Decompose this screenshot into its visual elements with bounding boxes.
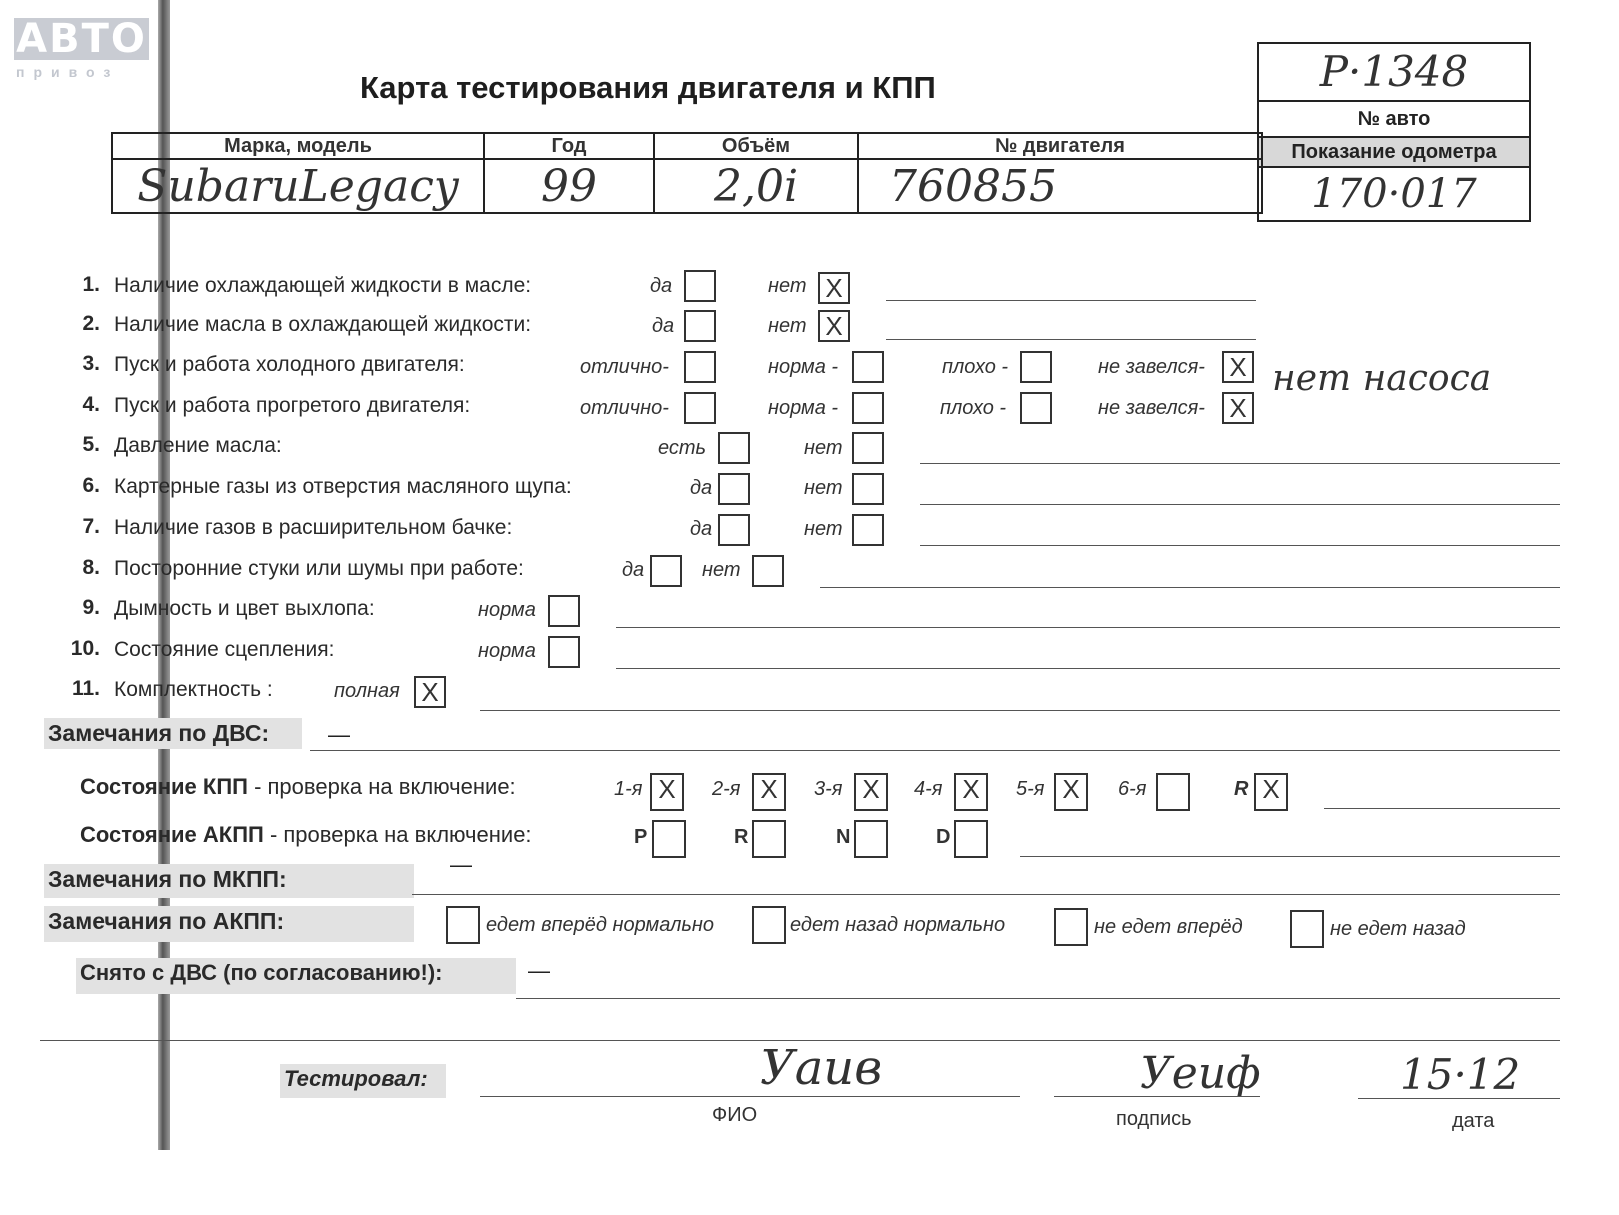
checkbox[interactable] bbox=[684, 270, 716, 302]
removed-label: Снято с ДВС (по согласованию!): bbox=[76, 958, 516, 994]
akpp-option-checkbox[interactable] bbox=[752, 906, 786, 944]
akpp-pos-label: R bbox=[734, 826, 749, 848]
odometer-label: Показание одометра bbox=[1259, 136, 1529, 166]
item-text: Наличие газов в расширительном бачке: bbox=[114, 516, 513, 539]
item-number: 11. bbox=[71, 677, 100, 700]
opt-label: нет bbox=[804, 518, 843, 540]
opt-label: да bbox=[622, 559, 645, 581]
fill-line bbox=[616, 668, 1560, 669]
akpp-label-rest: - проверка на включение: bbox=[263, 822, 532, 847]
val-volume: 2,0i bbox=[654, 159, 858, 213]
opt-label: отлично- bbox=[580, 397, 669, 419]
gear-label: R bbox=[1234, 778, 1249, 800]
checkbox[interactable] bbox=[852, 392, 884, 424]
checkbox[interactable]: X bbox=[818, 310, 850, 342]
checkbox[interactable] bbox=[1020, 351, 1052, 383]
kpp-label bbox=[80, 774, 516, 800]
fill-line bbox=[820, 587, 1560, 588]
checkbox[interactable]: X bbox=[818, 272, 850, 304]
item-number: 10. bbox=[70, 637, 100, 660]
item-number: 8. bbox=[82, 556, 100, 579]
checkbox[interactable]: X bbox=[1222, 351, 1254, 383]
opt-label: да bbox=[690, 477, 713, 499]
gear-checkbox[interactable]: X bbox=[954, 773, 988, 811]
logo-subtitle: привоз bbox=[16, 64, 120, 80]
checkbox[interactable] bbox=[548, 636, 580, 668]
akpp-option-label: не едет вперёд bbox=[1094, 916, 1243, 938]
akpp-pos-label: P bbox=[634, 826, 648, 848]
opt-label: не завелся- bbox=[1098, 397, 1205, 419]
signature-handwritten: Уеиф bbox=[1140, 1048, 1261, 1099]
gear-checkbox[interactable]: X bbox=[1254, 773, 1288, 811]
item-text: Посторонние стуки или шумы при работе: bbox=[114, 557, 524, 580]
fill-line bbox=[616, 627, 1560, 628]
akpp-option-label: не едет назад bbox=[1330, 918, 1466, 940]
remarks-dvs-label: Замечания по ДВС: bbox=[44, 718, 302, 749]
opt-label: плохо - bbox=[940, 397, 1007, 419]
dash-mark: — bbox=[328, 722, 350, 747]
fill-line bbox=[920, 504, 1560, 505]
item-text: Наличие масла в охлаждающей жидкости: bbox=[114, 313, 532, 336]
tested-label: Тестировал: bbox=[280, 1064, 446, 1098]
gear-label: 1-я bbox=[614, 778, 643, 800]
val-model: SubaruLegacy bbox=[112, 159, 484, 213]
fill-line bbox=[886, 300, 1256, 301]
fio-line bbox=[480, 1096, 1020, 1097]
item-text: Комплектность : bbox=[114, 678, 273, 701]
item-number: 9. bbox=[82, 596, 100, 619]
item-number: 6. bbox=[82, 474, 100, 497]
col-engine-no: № двигателя bbox=[858, 133, 1262, 159]
checkbox[interactable] bbox=[718, 432, 750, 464]
item-text: Пуск и работа прогретого двигателя: bbox=[114, 394, 471, 417]
gear-checkbox[interactable]: X bbox=[1054, 773, 1088, 811]
gear-label: 3-я bbox=[814, 778, 843, 800]
col-volume: Объём bbox=[654, 133, 858, 159]
akpp-pos-label: N bbox=[836, 826, 851, 848]
fill-line bbox=[920, 545, 1560, 546]
header-table bbox=[111, 132, 1263, 214]
id-box bbox=[1257, 42, 1531, 222]
fio-handwritten: Уаив bbox=[760, 1040, 883, 1096]
gear-label: 5-я bbox=[1016, 778, 1045, 800]
gear-checkbox[interactable]: X bbox=[854, 773, 888, 811]
item-text: Пуск и работа холодного двигателя: bbox=[114, 353, 465, 376]
akpp-option-checkbox[interactable] bbox=[1290, 910, 1324, 948]
item-number: 4. bbox=[82, 393, 100, 416]
fill-line bbox=[516, 998, 1560, 999]
item-number: 2. bbox=[82, 312, 100, 335]
akpp-checkbox[interactable] bbox=[652, 820, 686, 858]
checkbox[interactable] bbox=[718, 473, 750, 505]
item-text: Картерные газы из отверстия масляного щупа: bbox=[114, 475, 572, 498]
opt-label: нет bbox=[804, 477, 843, 499]
akpp-pos-label: D bbox=[936, 826, 951, 848]
akpp-checkbox[interactable] bbox=[752, 820, 786, 858]
fill-line bbox=[1020, 856, 1560, 857]
kpp-label-bold: Состояние КПП bbox=[80, 774, 248, 799]
date-label: дата bbox=[1452, 1110, 1495, 1132]
remarks-mkpp-label: Замечания по МКПП: bbox=[44, 864, 414, 898]
logo: АВТО bbox=[14, 18, 149, 60]
col-year: Год bbox=[484, 133, 654, 159]
akpp-checkbox[interactable] bbox=[954, 820, 988, 858]
checkbox[interactable]: X bbox=[414, 676, 446, 708]
akpp-label-bold: Состояние АКПП bbox=[80, 822, 264, 847]
fio-label: ФИО bbox=[712, 1104, 758, 1126]
fill-line bbox=[1324, 808, 1560, 809]
checkbox[interactable] bbox=[852, 473, 884, 505]
opt-label: да bbox=[690, 518, 713, 540]
akpp-option-checkbox[interactable] bbox=[446, 906, 480, 944]
akpp-checkbox[interactable] bbox=[854, 820, 888, 858]
item-number: 5. bbox=[82, 433, 100, 456]
val-engine-no: 760855 bbox=[858, 159, 1262, 213]
remarks-akpp-label: Замечания по АКПП: bbox=[44, 906, 414, 942]
akpp-option-label: едет вперёд нормально bbox=[486, 914, 715, 936]
odometer-value: 170·017 bbox=[1259, 166, 1529, 220]
opt-label: плохо - bbox=[942, 356, 1009, 378]
auto-label: № авто bbox=[1259, 100, 1529, 136]
page-title: Карта тестирования двигателя и КПП bbox=[360, 70, 936, 105]
val-year: 99 bbox=[484, 159, 654, 213]
opt-label: норма bbox=[478, 640, 536, 662]
checkbox[interactable] bbox=[852, 432, 884, 464]
checkbox[interactable] bbox=[718, 514, 750, 546]
fill-line bbox=[920, 463, 1560, 464]
signature-label: подпись bbox=[1116, 1108, 1192, 1130]
opt-label: норма - bbox=[768, 397, 839, 419]
col-model: Марка, модель bbox=[112, 133, 484, 159]
date-handwritten: 15·12 bbox=[1400, 1050, 1521, 1099]
fill-line bbox=[480, 710, 1560, 711]
opt-label: да bbox=[650, 275, 673, 297]
checkbox[interactable] bbox=[684, 392, 716, 424]
signature-line bbox=[1054, 1096, 1260, 1097]
handwritten-note: нет насоса bbox=[1272, 358, 1492, 399]
gear-checkbox[interactable]: X bbox=[650, 773, 684, 811]
auto-number: Р·1348 bbox=[1319, 47, 1469, 96]
checkbox[interactable] bbox=[650, 555, 682, 587]
item-number: 3. bbox=[82, 352, 100, 375]
dash-mark: — bbox=[450, 852, 472, 877]
item-number: 7. bbox=[82, 515, 100, 538]
gear-label: 6-я bbox=[1118, 778, 1147, 800]
checkbox[interactable] bbox=[548, 595, 580, 627]
akpp-option-label: едет назад нормально bbox=[790, 914, 1006, 936]
checkbox[interactable] bbox=[852, 351, 884, 383]
opt-label: полная bbox=[334, 680, 400, 702]
gear-label: 4-я bbox=[914, 778, 943, 800]
checkbox[interactable]: X bbox=[1222, 392, 1254, 424]
item-text: Дымность и цвет выхлопа: bbox=[114, 597, 375, 620]
opt-label: норма - bbox=[768, 356, 839, 378]
item-text: Состояние сцепления: bbox=[114, 638, 335, 661]
akpp-option-checkbox[interactable] bbox=[1054, 908, 1088, 946]
opt-label: нет bbox=[768, 275, 807, 297]
item-text: Наличие охлаждающей жидкости в масле: bbox=[114, 274, 532, 297]
opt-label: нет bbox=[768, 315, 807, 337]
dash-mark: — bbox=[528, 958, 550, 983]
fill-line bbox=[412, 894, 1560, 895]
gear-label: 2-я bbox=[712, 778, 741, 800]
gear-checkbox[interactable]: X bbox=[752, 773, 786, 811]
opt-label: да bbox=[652, 315, 675, 337]
fill-line bbox=[310, 750, 1560, 751]
opt-label: не завелся- bbox=[1098, 356, 1205, 378]
opt-label: нет bbox=[702, 559, 741, 581]
checkbox[interactable] bbox=[1020, 392, 1052, 424]
item-text: Давление масла: bbox=[114, 434, 282, 457]
checkbox[interactable] bbox=[684, 351, 716, 383]
checkbox[interactable] bbox=[852, 514, 884, 546]
item-number: 1. bbox=[82, 273, 100, 296]
gear-checkbox[interactable] bbox=[1156, 773, 1190, 811]
opt-label: есть bbox=[658, 437, 707, 459]
kpp-label-rest: - проверка на включение: bbox=[247, 774, 516, 799]
checkbox[interactable] bbox=[752, 555, 784, 587]
date-line bbox=[1358, 1098, 1560, 1099]
opt-label: нет bbox=[804, 437, 843, 459]
checkbox[interactable] bbox=[684, 310, 716, 342]
opt-label: отлично- bbox=[580, 356, 669, 378]
fill-line bbox=[886, 339, 1256, 340]
opt-label: норма bbox=[478, 599, 536, 621]
akpp-label bbox=[80, 822, 532, 848]
